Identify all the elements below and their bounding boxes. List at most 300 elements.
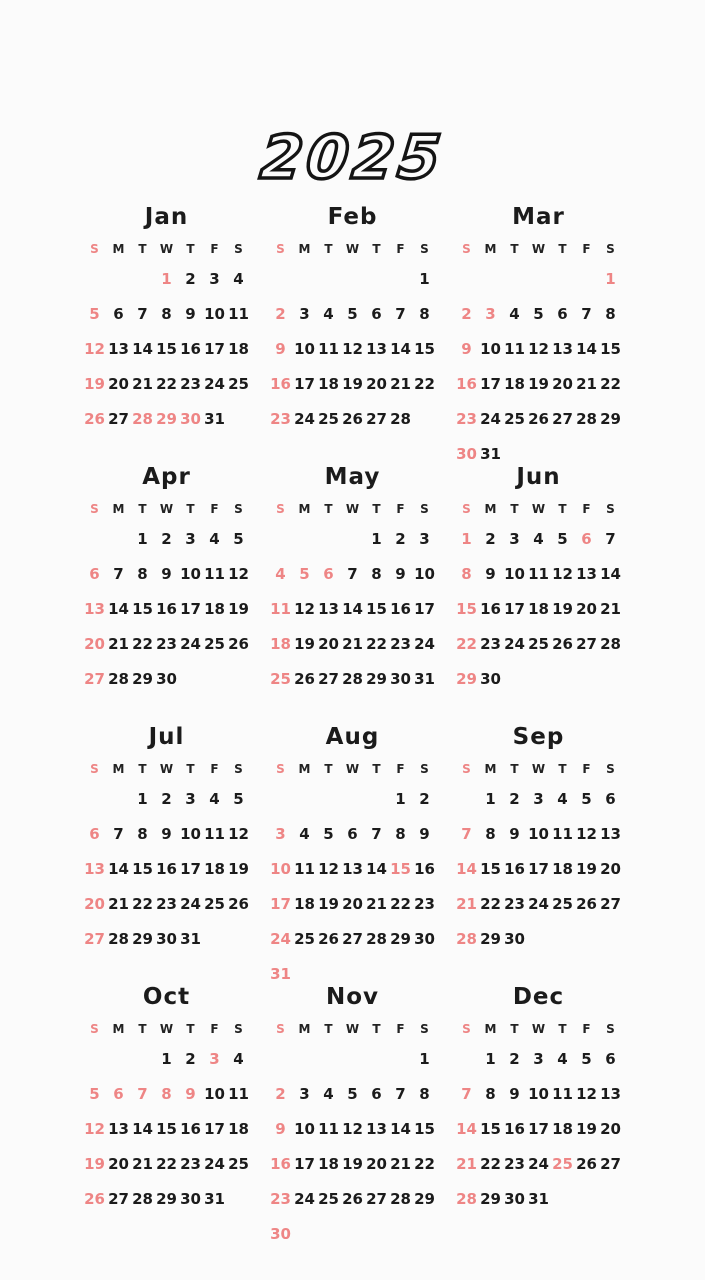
day-cell: 16 bbox=[504, 860, 525, 878]
day-cell: 10 bbox=[414, 565, 435, 583]
weekday-label: W bbox=[531, 242, 546, 256]
weekday-label: M bbox=[484, 502, 497, 516]
day-cell: 15 bbox=[390, 860, 411, 878]
year-title-text: 2025 bbox=[257, 123, 448, 193]
weekday-label: M bbox=[298, 762, 311, 776]
day-cell: 18 bbox=[228, 340, 249, 358]
day-cell: 21 bbox=[132, 1155, 153, 1173]
day-cell: 11 bbox=[204, 825, 225, 843]
day-cell: 13 bbox=[552, 340, 573, 358]
weekday-label: F bbox=[396, 1022, 405, 1036]
day-cell: 6 bbox=[89, 565, 100, 583]
day-cell: 2 bbox=[485, 530, 496, 548]
day-cell: 29 bbox=[600, 410, 621, 428]
empty-cell bbox=[455, 262, 479, 297]
day-cell: 31 bbox=[528, 1190, 549, 1208]
day-cell: 14 bbox=[132, 1120, 153, 1138]
empty-cell bbox=[341, 522, 365, 557]
empty-cell bbox=[317, 262, 341, 297]
day-cell: 7 bbox=[347, 565, 358, 583]
day-cell: 27 bbox=[366, 410, 387, 428]
day-cell: 12 bbox=[528, 340, 549, 358]
day-cell: 27 bbox=[552, 410, 573, 428]
day-cell: 11 bbox=[228, 1085, 249, 1103]
empty-cell bbox=[269, 782, 293, 817]
day-cell: 29 bbox=[366, 670, 387, 688]
day-cell: 2 bbox=[509, 1050, 520, 1068]
weekday-label: S bbox=[606, 762, 615, 776]
day-cell: 26 bbox=[576, 1155, 597, 1173]
day-cell: 8 bbox=[371, 565, 382, 583]
day-cell: 5 bbox=[323, 825, 334, 843]
day-cell: 18 bbox=[318, 375, 339, 393]
day-cell: 12 bbox=[552, 565, 573, 583]
day-cell: 15 bbox=[366, 600, 387, 618]
weekday-label: T bbox=[510, 242, 519, 256]
day-cell: 12 bbox=[342, 340, 363, 358]
weekday-label: T bbox=[138, 762, 147, 776]
day-cell: 16 bbox=[270, 1155, 291, 1173]
day-cell: 31 bbox=[414, 670, 435, 688]
day-cell: 19 bbox=[576, 1120, 597, 1138]
day-cell: 20 bbox=[108, 375, 129, 393]
day-cell: 10 bbox=[294, 1120, 315, 1138]
day-cell: 19 bbox=[528, 375, 549, 393]
weekday-label: T bbox=[558, 502, 567, 516]
day-cell: 30 bbox=[180, 1190, 201, 1208]
day-cell: 25 bbox=[504, 410, 525, 428]
day-cell: 7 bbox=[605, 530, 616, 548]
day-cell: 28 bbox=[390, 410, 411, 428]
day-cell: 2 bbox=[461, 305, 472, 323]
day-cell: 1 bbox=[137, 530, 148, 548]
day-cell: 3 bbox=[533, 1050, 544, 1068]
day-cell: 14 bbox=[366, 860, 387, 878]
day-cell: 8 bbox=[485, 825, 496, 843]
weekday-label: T bbox=[186, 1022, 195, 1036]
empty-cell bbox=[107, 1042, 131, 1077]
month-sep bbox=[446, 718, 632, 957]
day-cell: 13 bbox=[366, 340, 387, 358]
day-cell: 26 bbox=[228, 895, 249, 913]
day-cell: 11 bbox=[294, 860, 315, 878]
day-cell: 17 bbox=[504, 600, 525, 618]
day-cell: 17 bbox=[414, 600, 435, 618]
day-cell: 30 bbox=[156, 930, 177, 948]
day-cell: 6 bbox=[113, 1085, 124, 1103]
day-cell: 24 bbox=[270, 930, 291, 948]
day-cell: 31 bbox=[180, 930, 201, 948]
day-cell: 11 bbox=[228, 305, 249, 323]
day-cell: 3 bbox=[509, 530, 520, 548]
empty-cell bbox=[455, 1042, 479, 1077]
day-cell: 11 bbox=[528, 565, 549, 583]
day-cell: 19 bbox=[318, 895, 339, 913]
empty-cell bbox=[365, 782, 389, 817]
day-cell: 9 bbox=[509, 1085, 520, 1103]
weekday-label: W bbox=[345, 762, 360, 776]
day-cell: 2 bbox=[161, 530, 172, 548]
day-cell: 18 bbox=[552, 1120, 573, 1138]
day-cell: 14 bbox=[576, 340, 597, 358]
day-cell: 29 bbox=[390, 930, 411, 948]
day-cell: 17 bbox=[528, 860, 549, 878]
day-cell: 12 bbox=[576, 825, 597, 843]
day-cell: 29 bbox=[480, 1190, 501, 1208]
day-cell: 23 bbox=[414, 895, 435, 913]
day-cell: 10 bbox=[204, 305, 225, 323]
day-cell: 23 bbox=[480, 635, 501, 653]
day-cell: 12 bbox=[318, 860, 339, 878]
day-cell: 24 bbox=[180, 895, 201, 913]
day-cell: 9 bbox=[485, 565, 496, 583]
weekday-label: W bbox=[345, 242, 360, 256]
empty-cell bbox=[389, 262, 413, 297]
day-cell: 19 bbox=[294, 635, 315, 653]
day-cell: 7 bbox=[371, 825, 382, 843]
day-cell: 2 bbox=[185, 1050, 196, 1068]
day-cell: 21 bbox=[576, 375, 597, 393]
day-cell: 12 bbox=[228, 825, 249, 843]
day-cell: 25 bbox=[228, 375, 249, 393]
day-cell: 5 bbox=[581, 790, 592, 808]
day-cell: 24 bbox=[480, 410, 501, 428]
empty-cell bbox=[389, 1042, 413, 1077]
day-cell: 29 bbox=[456, 670, 477, 688]
weekday-label: M bbox=[484, 1022, 497, 1036]
day-cell: 4 bbox=[509, 305, 520, 323]
day-cell: 23 bbox=[156, 635, 177, 653]
day-cell: 27 bbox=[600, 895, 621, 913]
day-cell: 25 bbox=[318, 1190, 339, 1208]
day-cell: 26 bbox=[228, 635, 249, 653]
weekday-label: S bbox=[462, 242, 471, 256]
month-title: Jun bbox=[516, 464, 561, 490]
weekday-label: M bbox=[298, 502, 311, 516]
empty-cell bbox=[269, 522, 293, 557]
weekday-label: S bbox=[90, 762, 99, 776]
weekday-label: S bbox=[234, 502, 243, 516]
day-cell: 18 bbox=[204, 600, 225, 618]
day-cell: 26 bbox=[342, 410, 363, 428]
day-cell: 2 bbox=[509, 790, 520, 808]
day-cell: 30 bbox=[414, 930, 435, 948]
empty-cell bbox=[269, 262, 293, 297]
month-dec bbox=[446, 978, 632, 1217]
month-aug bbox=[260, 718, 446, 992]
day-cell: 30 bbox=[480, 670, 501, 688]
day-cell: 26 bbox=[84, 1190, 105, 1208]
day-cell: 4 bbox=[233, 270, 244, 288]
day-cell: 19 bbox=[84, 1155, 105, 1173]
weekday-label: S bbox=[276, 242, 285, 256]
day-cell: 25 bbox=[228, 1155, 249, 1173]
day-cell: 20 bbox=[318, 635, 339, 653]
day-cell: 4 bbox=[323, 1085, 334, 1103]
day-cell: 28 bbox=[456, 930, 477, 948]
day-grid bbox=[446, 522, 632, 697]
day-cell: 28 bbox=[366, 930, 387, 948]
weekday-label: S bbox=[234, 1022, 243, 1036]
day-cell: 6 bbox=[371, 1085, 382, 1103]
day-cell: 3 bbox=[185, 790, 196, 808]
day-cell: 14 bbox=[456, 860, 477, 878]
weekday-row bbox=[446, 1016, 632, 1042]
weekday-row bbox=[446, 756, 632, 782]
empty-cell bbox=[365, 1042, 389, 1077]
day-cell: 3 bbox=[185, 530, 196, 548]
weekday-label: T bbox=[186, 502, 195, 516]
empty-cell bbox=[269, 1042, 293, 1077]
empty-cell bbox=[479, 262, 503, 297]
weekday-row bbox=[260, 496, 446, 522]
day-grid bbox=[74, 782, 260, 957]
day-cell: 11 bbox=[318, 340, 339, 358]
day-cell: 28 bbox=[132, 1190, 153, 1208]
day-cell: 24 bbox=[294, 1190, 315, 1208]
weekday-label: F bbox=[396, 242, 405, 256]
day-cell: 8 bbox=[137, 825, 148, 843]
day-cell: 23 bbox=[180, 1155, 201, 1173]
day-cell: 29 bbox=[156, 1190, 177, 1208]
day-cell: 19 bbox=[576, 860, 597, 878]
day-cell: 16 bbox=[504, 1120, 525, 1138]
day-cell: 28 bbox=[108, 930, 129, 948]
day-cell: 14 bbox=[342, 600, 363, 618]
day-cell: 18 bbox=[318, 1155, 339, 1173]
day-cell: 22 bbox=[132, 895, 153, 913]
day-cell: 23 bbox=[156, 895, 177, 913]
day-grid bbox=[260, 262, 446, 437]
day-cell: 12 bbox=[294, 600, 315, 618]
day-cell: 24 bbox=[528, 1155, 549, 1173]
weekday-label: T bbox=[510, 502, 519, 516]
day-cell: 22 bbox=[456, 635, 477, 653]
day-cell: 18 bbox=[270, 635, 291, 653]
day-cell: 14 bbox=[108, 860, 129, 878]
day-cell: 8 bbox=[395, 825, 406, 843]
day-cell: 22 bbox=[366, 635, 387, 653]
day-cell: 15 bbox=[480, 860, 501, 878]
month-jan bbox=[74, 198, 260, 437]
day-cell: 9 bbox=[275, 1120, 286, 1138]
month-jul bbox=[74, 718, 260, 957]
weekday-label: M bbox=[484, 242, 497, 256]
day-cell: 10 bbox=[204, 1085, 225, 1103]
day-cell: 2 bbox=[395, 530, 406, 548]
day-cell: 27 bbox=[108, 1190, 129, 1208]
day-cell: 30 bbox=[270, 1225, 291, 1243]
day-cell: 21 bbox=[342, 635, 363, 653]
day-cell: 10 bbox=[270, 860, 291, 878]
month-title: Apr bbox=[142, 464, 191, 490]
weekday-label: S bbox=[90, 242, 99, 256]
month-title: Feb bbox=[327, 204, 378, 230]
day-cell: 20 bbox=[84, 895, 105, 913]
weekday-label: S bbox=[420, 1022, 429, 1036]
day-cell: 27 bbox=[108, 410, 129, 428]
weekday-label: F bbox=[396, 502, 405, 516]
day-cell: 24 bbox=[294, 410, 315, 428]
weekday-label: S bbox=[234, 762, 243, 776]
month-title: Dec bbox=[512, 984, 565, 1010]
day-cell: 21 bbox=[108, 635, 129, 653]
weekday-label: F bbox=[210, 242, 219, 256]
weekday-label: T bbox=[372, 502, 381, 516]
day-cell: 28 bbox=[390, 1190, 411, 1208]
day-cell: 6 bbox=[113, 305, 124, 323]
day-cell: 5 bbox=[347, 1085, 358, 1103]
day-cell: 3 bbox=[419, 530, 430, 548]
day-cell: 15 bbox=[456, 600, 477, 618]
day-cell: 23 bbox=[270, 1190, 291, 1208]
day-cell: 27 bbox=[366, 1190, 387, 1208]
weekday-label: F bbox=[582, 1022, 591, 1036]
day-cell: 25 bbox=[294, 930, 315, 948]
day-cell: 29 bbox=[132, 930, 153, 948]
weekday-label: S bbox=[90, 1022, 99, 1036]
day-cell: 3 bbox=[275, 825, 286, 843]
weekday-label: S bbox=[276, 1022, 285, 1036]
day-cell: 18 bbox=[504, 375, 525, 393]
day-cell: 13 bbox=[108, 1120, 129, 1138]
weekday-row bbox=[446, 236, 632, 262]
day-cell: 31 bbox=[480, 445, 501, 463]
day-cell: 22 bbox=[132, 635, 153, 653]
empty-cell bbox=[527, 262, 551, 297]
month-may bbox=[260, 458, 446, 697]
weekday-label: S bbox=[420, 242, 429, 256]
weekday-label: T bbox=[138, 502, 147, 516]
day-cell: 26 bbox=[84, 410, 105, 428]
day-cell: 20 bbox=[600, 1120, 621, 1138]
day-cell: 1 bbox=[485, 790, 496, 808]
weekday-label: M bbox=[112, 762, 125, 776]
day-cell: 18 bbox=[228, 1120, 249, 1138]
day-cell: 9 bbox=[419, 825, 430, 843]
day-cell: 22 bbox=[480, 895, 501, 913]
empty-cell bbox=[83, 1042, 107, 1077]
day-cell: 3 bbox=[209, 270, 220, 288]
day-cell: 16 bbox=[180, 1120, 201, 1138]
day-cell: 10 bbox=[480, 340, 501, 358]
day-cell: 12 bbox=[342, 1120, 363, 1138]
day-cell: 4 bbox=[275, 565, 286, 583]
empty-cell bbox=[293, 522, 317, 557]
day-cell: 6 bbox=[323, 565, 334, 583]
weekday-row bbox=[74, 1016, 260, 1042]
day-cell: 11 bbox=[204, 565, 225, 583]
day-cell: 1 bbox=[461, 530, 472, 548]
day-cell: 15 bbox=[600, 340, 621, 358]
day-cell: 11 bbox=[504, 340, 525, 358]
weekday-label: T bbox=[372, 242, 381, 256]
weekday-label: S bbox=[420, 502, 429, 516]
day-cell: 2 bbox=[185, 270, 196, 288]
weekday-label: T bbox=[372, 762, 381, 776]
day-cell: 6 bbox=[605, 1050, 616, 1068]
day-cell: 11 bbox=[552, 825, 573, 843]
day-cell: 14 bbox=[390, 1120, 411, 1138]
day-cell: 15 bbox=[480, 1120, 501, 1138]
day-cell: 21 bbox=[390, 375, 411, 393]
weekday-label: M bbox=[112, 242, 125, 256]
day-cell: 1 bbox=[485, 1050, 496, 1068]
day-cell: 1 bbox=[605, 270, 616, 288]
day-cell: 13 bbox=[576, 565, 597, 583]
day-cell: 7 bbox=[137, 305, 148, 323]
day-cell: 9 bbox=[161, 565, 172, 583]
day-cell: 21 bbox=[456, 1155, 477, 1173]
weekday-label: T bbox=[324, 762, 333, 776]
empty-cell bbox=[293, 262, 317, 297]
day-cell: 29 bbox=[132, 670, 153, 688]
weekday-label: W bbox=[159, 242, 174, 256]
day-grid bbox=[74, 522, 260, 697]
empty-cell bbox=[317, 1042, 341, 1077]
day-cell: 2 bbox=[275, 1085, 286, 1103]
weekday-label: S bbox=[234, 242, 243, 256]
day-cell: 7 bbox=[137, 1085, 148, 1103]
weekday-label: S bbox=[606, 242, 615, 256]
day-cell: 11 bbox=[552, 1085, 573, 1103]
day-cell: 16 bbox=[156, 860, 177, 878]
day-cell: 21 bbox=[108, 895, 129, 913]
empty-cell bbox=[293, 1042, 317, 1077]
day-cell: 9 bbox=[185, 305, 196, 323]
day-cell: 20 bbox=[600, 860, 621, 878]
weekday-label: F bbox=[582, 242, 591, 256]
month-title: Mar bbox=[512, 204, 565, 230]
weekday-label: F bbox=[210, 1022, 219, 1036]
day-cell: 1 bbox=[419, 270, 430, 288]
day-cell: 29 bbox=[480, 930, 501, 948]
day-cell: 25 bbox=[528, 635, 549, 653]
empty-cell bbox=[107, 262, 131, 297]
day-cell: 16 bbox=[156, 600, 177, 618]
weekday-label: W bbox=[345, 502, 360, 516]
weekday-label: W bbox=[159, 502, 174, 516]
day-cell: 5 bbox=[89, 305, 100, 323]
day-cell: 24 bbox=[414, 635, 435, 653]
day-cell: 19 bbox=[228, 600, 249, 618]
day-cell: 27 bbox=[84, 930, 105, 948]
day-cell: 4 bbox=[533, 530, 544, 548]
day-cell: 27 bbox=[318, 670, 339, 688]
day-cell: 16 bbox=[390, 600, 411, 618]
weekday-label: S bbox=[420, 762, 429, 776]
weekday-label: F bbox=[210, 762, 219, 776]
day-cell: 31 bbox=[204, 1190, 225, 1208]
day-cell: 27 bbox=[600, 1155, 621, 1173]
weekday-row bbox=[446, 496, 632, 522]
empty-cell bbox=[107, 782, 131, 817]
day-grid bbox=[446, 262, 632, 472]
empty-cell bbox=[317, 522, 341, 557]
day-cell: 9 bbox=[461, 340, 472, 358]
day-cell: 8 bbox=[161, 305, 172, 323]
day-cell: 25 bbox=[204, 895, 225, 913]
day-cell: 17 bbox=[294, 375, 315, 393]
day-cell: 24 bbox=[204, 1155, 225, 1173]
day-cell: 6 bbox=[371, 305, 382, 323]
day-cell: 28 bbox=[456, 1190, 477, 1208]
day-cell: 4 bbox=[209, 790, 220, 808]
weekday-label: F bbox=[582, 502, 591, 516]
weekday-label: W bbox=[345, 1022, 360, 1036]
day-cell: 1 bbox=[137, 790, 148, 808]
day-cell: 15 bbox=[156, 340, 177, 358]
